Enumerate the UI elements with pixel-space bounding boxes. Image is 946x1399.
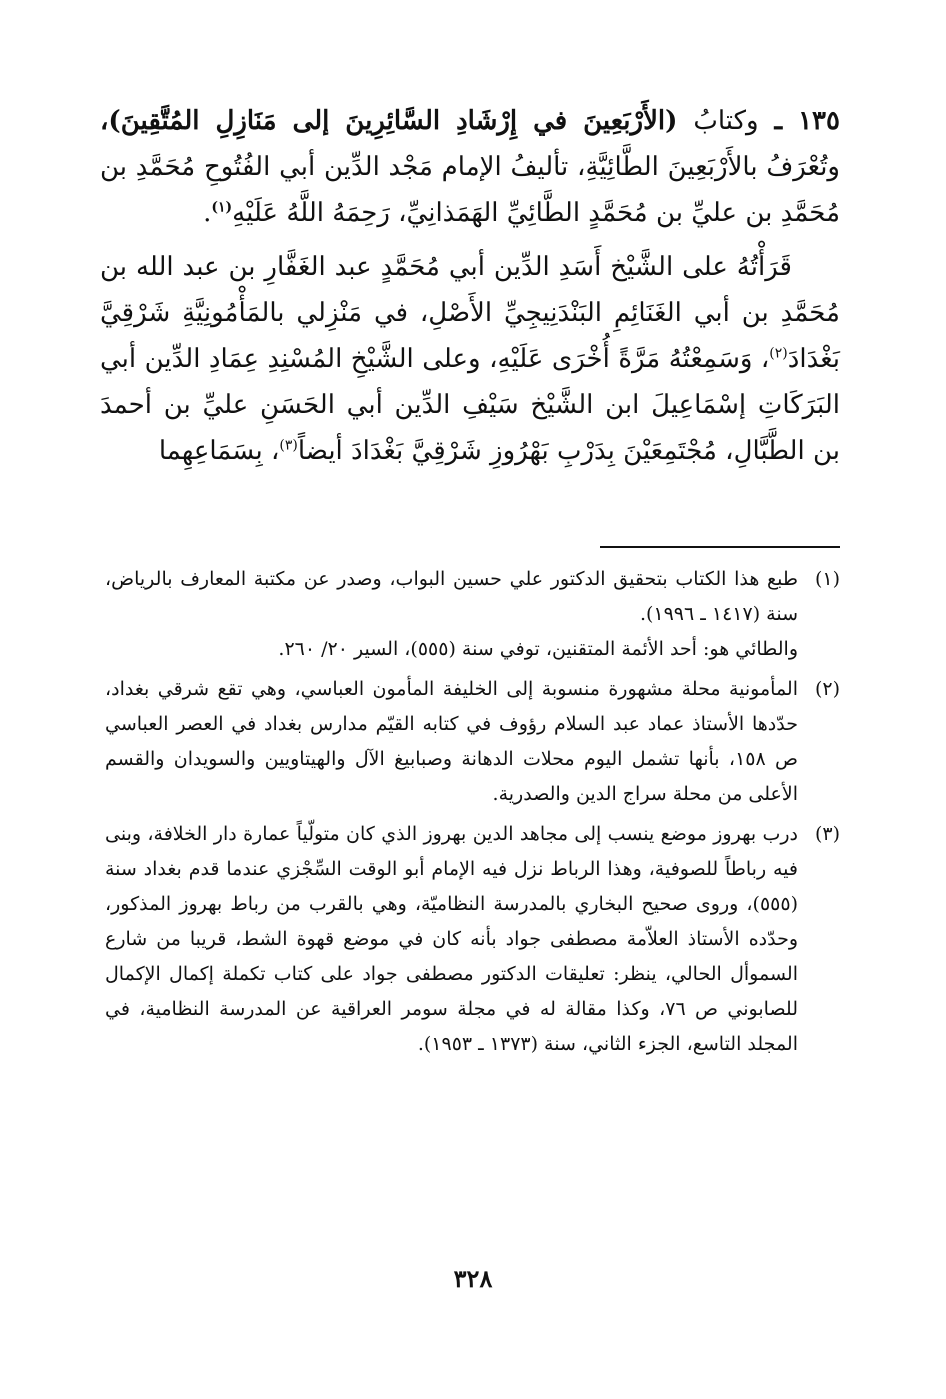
- reading-part-2: ، وَسَمِعْتُهُ مَرَّةً أُخْرَى عَلَيْهِ، وعلى الشَّيْخِ المُسْنِدِ عِمَادِ الدِّين أبي البَرَكَاتِ إسْمَاعِيلَ ابن الشَّيْخ سَيْفِ الدِّين أبي الحَسَنِ عليِّ بن أحمدَ بن الطَّبَّالِ، مُجْتَمِعَيْنَ بِدَرْبِ بَهْرُوزِ شَرْقِيَّ بَغْدَادَ أيضاً: [100, 344, 840, 466]
- footnote-body: [105, 817, 798, 1062]
- footnote-3: [105, 817, 840, 1062]
- footnote-2: [105, 672, 840, 812]
- footnote-body: [105, 672, 798, 812]
- reading-paragraph: [100, 244, 840, 474]
- footnote-paragraph: طبع هذا الكتاب بتحقيق الدكتور علي حسين البواب، وصدر عن مكتبة المعارف بالرياض، سنة (١٤١٧ ـ ١٩٩٦).: [105, 568, 798, 625]
- reading-part-1: قَرَأْتُهُ على الشَّيْخ أَسَدِ الدِّين أبي مُحَمَّدٍ عبد الغَفَّارِ بن عبد الله بن مُحَمَّدِ بن أبي الغَنَائِمِ البَنْدَنِيجِيِّ الأَصْلِ، في مَنْزِلي بالمَأْمُونِيَّةِ شَرْقِيَّ بَغْدَادَ: [100, 252, 840, 374]
- book-title: (الأَرْبَعِينَ في إِرْشَادِ السَّائِرِينَ إلى مَنَازِلِ المُتَّقِينَ)،: [100, 106, 678, 136]
- footnote-label: (١): [814, 568, 840, 590]
- entry-intro: وكتابُ: [693, 106, 759, 136]
- footnote-label: (٢): [814, 678, 840, 700]
- footnote-body: [105, 562, 798, 667]
- entry-paragraph: [100, 98, 840, 236]
- footnote-label: (٣): [814, 823, 840, 845]
- footnotes: [105, 562, 840, 1067]
- footnote-divider: [600, 546, 840, 548]
- entry-number: ١٣٥ ـ: [774, 106, 840, 136]
- footnote-paragraph: درب بهروز موضع ينسب إلى مجاهد الدين بهروز الذي كان متولّياً عمارة دار الخلافة، وبنى فيه رباطاً للصوفية، وهذا الرباط نزل فيه الإمام أبو الوقت السِّجْزي عندما قدم بغداد سنة (٥٥٥)، وروى صحيح البخاري بالمدرسة النظاميّة، وهي بالقرب من رباط بهروز المذكور، وحدّده الأستاذ العلاّمة مصطفى جواد بأنه كان في موضع قهوة الشط، قريبا من شارع السموأل الحالي، ينظر: تعليقات الدكتور مصطفى جواد على كتاب تكملة إكمال الإكمال للصابوني ص ٧٦، وكذا مقالة له في مجلة سومر العراقية عن المدرسة النظامية، في المجلد التاسع، الجزء الثاني، سنة (١٣٧٣ ـ ١٩٥٣).: [105, 823, 799, 1055]
- entry-description: وتُعْرَفُ بالأَرْبَعِينَ الطَّائِيَّةِ، تأليفُ الإمام مَجْد الدِّين أبي الفُتُوحِ مُحَمَّدِ بن مُحَمَّدِ بن عليِّ بن مُحَمَّدٍ الطَّائِيِّ الهَمَذانِيِّ، رَحِمَهُ اللَّهُ عَلَيْهِ: [100, 152, 840, 228]
- footnote-marker-2[interactable]: (٢): [769, 345, 788, 362]
- main-text: [100, 98, 840, 482]
- footnote-marker-3[interactable]: (٣): [279, 437, 298, 454]
- footnote-marker-1[interactable]: (١): [211, 199, 233, 216]
- entry-end: .: [203, 198, 212, 228]
- reading-part-3: ، بِسَمَاعِهِما: [158, 436, 280, 466]
- page-number: ٣٢٨: [453, 1264, 493, 1293]
- footnote-paragraph: والطائي هو: أحد الأئمة المتقنين، توفي سنة (٥٥٥)، السير ٢٠/ ٢٦٠.: [278, 638, 798, 660]
- footnote-paragraph: المأمونية محلة مشهورة منسوبة إلى الخليفة المأمون العباسي، وهي تقع شرقي بغداد، حدّدها الأستاذ عماد عبد السلام رؤوف في كتابه القيّم مدارس بغداد في العصر العباسي ص ١٥٨، بأنها تشمل اليوم محلات الدهانة وصبابيغ الآل والهيتاويين والسويدان والقسم الأعلى من محلة سراج الدين والصدرية.: [105, 678, 798, 805]
- footnote-1: [105, 562, 840, 667]
